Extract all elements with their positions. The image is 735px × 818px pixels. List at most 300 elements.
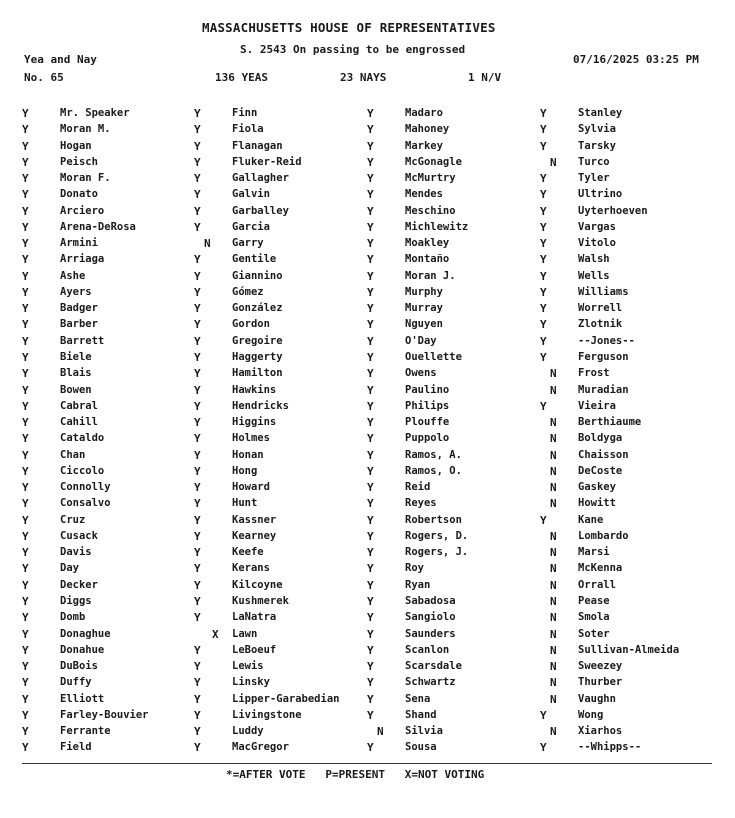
vote-mark: Y xyxy=(194,741,201,755)
member-name: Xiarhos xyxy=(578,725,623,738)
vote-mark: Y xyxy=(540,708,547,722)
member-name: --Jones-- xyxy=(578,334,635,347)
vote-mark: N xyxy=(550,594,557,608)
vote-mark: Y xyxy=(367,692,374,706)
vote-mark: Y xyxy=(367,350,374,364)
vote-mark: Y xyxy=(22,611,29,625)
vote-mark: Y xyxy=(540,513,547,527)
vote-mark: Y xyxy=(367,481,374,495)
vote-mark: Y xyxy=(22,220,29,234)
vote-mark: N xyxy=(550,546,557,560)
member-name: Mahoney xyxy=(405,123,450,136)
vote-mark: Y xyxy=(194,708,201,722)
vote-mark: Y xyxy=(22,497,29,511)
vote-mark: Y xyxy=(367,627,374,641)
vote-mark: Y xyxy=(194,155,201,169)
vote-mark: Y xyxy=(194,220,201,234)
member-name: --Whipps-- xyxy=(578,741,642,754)
vote-mark: Y xyxy=(194,497,201,511)
member-name: Murray xyxy=(405,302,443,315)
not-voting-total: 1 N/V xyxy=(468,71,502,84)
member-name: Berthiaume xyxy=(578,416,642,429)
member-name: Vieira xyxy=(578,399,616,412)
vote-mark: Y xyxy=(367,660,374,674)
member-name: Hendricks xyxy=(232,399,289,412)
vote-mark: Y xyxy=(367,676,374,690)
member-name: Puppolo xyxy=(405,432,450,445)
vote-mark: Y xyxy=(367,220,374,234)
member-name: Nguyen xyxy=(405,318,443,331)
member-name: Gregoire xyxy=(232,334,283,347)
vote-mark: Y xyxy=(22,741,29,755)
vote-datetime: 07/16/2025 03:25 PM xyxy=(573,53,699,66)
member-name: Chaisson xyxy=(578,448,629,461)
vote-mark: Y xyxy=(194,172,201,186)
member-name: Flanagan xyxy=(232,139,283,152)
member-name: Diggs xyxy=(60,594,92,607)
vote-mark: Y xyxy=(194,350,201,364)
vote-mark: Y xyxy=(194,318,201,332)
vote-mark: N xyxy=(550,578,557,592)
vote-mark: Y xyxy=(367,611,374,625)
member-name: Kerans xyxy=(232,562,270,575)
vote-type: Yea and Nay xyxy=(24,53,97,66)
vote-mark: Y xyxy=(22,334,29,348)
member-name: Shand xyxy=(405,708,437,721)
vote-mark: N xyxy=(550,529,557,543)
vote-mark: Y xyxy=(22,139,29,153)
vote-mark: Y xyxy=(540,285,547,299)
member-name: Ouellette xyxy=(405,350,462,363)
roll-number: No. 65 xyxy=(24,71,64,84)
member-name: Reid xyxy=(405,481,431,494)
vote-mark: X xyxy=(212,627,219,641)
vote-mark: N xyxy=(550,383,557,397)
member-name: Hunt xyxy=(232,497,258,510)
member-name: Livingstone xyxy=(232,708,302,721)
member-name: Moakley xyxy=(405,237,450,250)
vote-legend: *=AFTER VOTE P=PRESENT X=NOT VOTING xyxy=(226,768,485,781)
member-name: Hogan xyxy=(60,139,92,152)
vote-mark: Y xyxy=(540,204,547,218)
vote-mark: Y xyxy=(194,302,201,316)
vote-mark: Y xyxy=(22,708,29,722)
member-name: Reyes xyxy=(405,497,437,510)
vote-mark: N xyxy=(550,611,557,625)
member-name: Donato xyxy=(60,188,98,201)
vote-mark: Y xyxy=(540,302,547,316)
vote-mark: N xyxy=(550,562,557,576)
member-name: Day xyxy=(60,562,79,575)
vote-mark: N xyxy=(550,481,557,495)
member-name: Fluker-Reid xyxy=(232,155,302,168)
member-name: Donahue xyxy=(60,643,105,656)
member-name: Vargas xyxy=(578,220,616,233)
vote-mark: N xyxy=(550,497,557,511)
vote-mark: N xyxy=(550,676,557,690)
member-name: Duffy xyxy=(60,676,92,689)
member-name: Giannino xyxy=(232,269,283,282)
vote-mark: Y xyxy=(22,513,29,527)
member-name: Cataldo xyxy=(60,432,105,445)
vote-mark: Y xyxy=(194,464,201,478)
member-name: Mendes xyxy=(405,188,443,201)
vote-mark: Y xyxy=(367,253,374,267)
nays-total: 23 NAYS xyxy=(340,71,387,84)
vote-mark: Y xyxy=(22,578,29,592)
member-name: LeBoeuf xyxy=(232,643,277,656)
member-name: Schwartz xyxy=(405,676,456,689)
vote-mark: N xyxy=(204,237,211,251)
member-name: Sabadosa xyxy=(405,594,456,607)
vote-mark: N xyxy=(550,416,557,430)
member-name: Madaro xyxy=(405,107,443,119)
vote-mark: N xyxy=(550,627,557,641)
member-name: Marsi xyxy=(578,546,610,559)
vote-mark: Y xyxy=(194,611,201,625)
member-name: Kushmerek xyxy=(232,594,289,607)
vote-mark: Y xyxy=(540,123,547,137)
member-name: Turco xyxy=(578,155,610,168)
vote-mark: Y xyxy=(22,107,29,120)
member-name: DuBois xyxy=(60,660,98,673)
member-name: McGonagle xyxy=(405,155,462,168)
vote-mark: Y xyxy=(22,464,29,478)
vote-mark: Y xyxy=(22,448,29,462)
vote-mark: Y xyxy=(367,513,374,527)
member-name: Silvia xyxy=(405,725,443,738)
member-name: Fiola xyxy=(232,123,264,136)
vote-mark: Y xyxy=(540,188,547,202)
vote-mark: N xyxy=(550,155,557,169)
member-name: Davis xyxy=(60,546,92,559)
vote-mark: Y xyxy=(22,204,29,218)
member-name: Markey xyxy=(405,139,443,152)
member-name: Connolly xyxy=(60,481,111,494)
vote-mark: Y xyxy=(367,578,374,592)
vote-mark: Y xyxy=(540,139,547,153)
vote-mark: Y xyxy=(367,416,374,430)
member-name: Murphy xyxy=(405,285,443,298)
vote-mark: Y xyxy=(540,107,547,120)
member-name: Lewis xyxy=(232,660,264,673)
member-name: DeCoste xyxy=(578,464,623,477)
vote-mark: Y xyxy=(540,220,547,234)
member-name: Kane xyxy=(578,513,604,526)
member-name: Mr. Speaker xyxy=(60,107,130,119)
member-name: Montaño xyxy=(405,253,450,266)
member-name: Elliott xyxy=(60,692,105,705)
vote-mark: Y xyxy=(22,123,29,137)
vote-mark: Y xyxy=(540,350,547,364)
vote-mark: Y xyxy=(367,594,374,608)
member-name: Kilcoyne xyxy=(232,578,283,591)
vote-mark: Y xyxy=(194,481,201,495)
member-name: Field xyxy=(60,741,92,754)
vote-mark: Y xyxy=(22,594,29,608)
member-name: Scanlon xyxy=(405,643,450,656)
member-name: Blais xyxy=(60,367,92,380)
vote-mark: Y xyxy=(540,741,547,755)
vote-mark: Y xyxy=(22,399,29,413)
member-name: Zlotnik xyxy=(578,318,623,331)
vote-mark: Y xyxy=(367,741,374,755)
member-name: Haggerty xyxy=(232,350,283,363)
vote-mark: Y xyxy=(22,350,29,364)
member-name: Tyler xyxy=(578,172,610,185)
vote-mark: Y xyxy=(540,172,547,186)
vote-mark: Y xyxy=(367,367,374,381)
vote-mark: Y xyxy=(367,334,374,348)
member-name: Soter xyxy=(578,627,610,640)
vote-mark: Y xyxy=(22,660,29,674)
vote-mark: Y xyxy=(367,529,374,543)
vote-mark: Y xyxy=(540,237,547,251)
bill-description: S. 2543 On passing to be engrossed xyxy=(240,43,466,56)
member-name: Domb xyxy=(60,611,86,624)
vote-mark: Y xyxy=(194,204,201,218)
member-name: Robertson xyxy=(405,513,462,526)
member-name: Barrett xyxy=(60,334,105,347)
member-name: Garballey xyxy=(232,204,289,217)
member-name: Kearney xyxy=(232,529,277,542)
member-name: Roy xyxy=(405,562,424,575)
member-name: Muradian xyxy=(578,383,629,396)
member-name: Hawkins xyxy=(232,383,277,396)
member-name: Arciero xyxy=(60,204,105,217)
member-name: Ultrino xyxy=(578,188,623,201)
member-name: McKenna xyxy=(578,562,623,575)
vote-mark: Y xyxy=(194,367,201,381)
vote-mark: Y xyxy=(367,285,374,299)
vote-mark: Y xyxy=(22,367,29,381)
vote-mark: Y xyxy=(540,318,547,332)
member-name: Armini xyxy=(60,237,98,250)
member-name: Badger xyxy=(60,302,98,315)
vote-mark: Y xyxy=(194,188,201,202)
member-name: Garry xyxy=(232,237,264,250)
member-name: Uyterhoeven xyxy=(578,204,648,217)
member-name: LaNatra xyxy=(232,611,277,624)
vote-mark: Y xyxy=(194,253,201,267)
member-name: Orrall xyxy=(578,578,616,591)
yeas-total: 136 YEAS xyxy=(215,71,268,84)
member-name: Biele xyxy=(60,350,92,363)
member-name: MacGregor xyxy=(232,741,289,754)
member-name: Galvin xyxy=(232,188,270,201)
member-name: Decker xyxy=(60,578,98,591)
vote-mark: Y xyxy=(22,692,29,706)
vote-mark: Y xyxy=(22,432,29,446)
vote-mark: Y xyxy=(194,107,201,120)
vote-mark: Y xyxy=(540,269,547,283)
member-name: Honan xyxy=(232,448,264,461)
vote-mark: Y xyxy=(22,237,29,251)
vote-mark: Y xyxy=(22,318,29,332)
member-name: Williams xyxy=(578,285,629,298)
vote-mark: Y xyxy=(22,155,29,169)
member-name: Pease xyxy=(578,594,610,607)
vote-mark: Y xyxy=(194,334,201,348)
footer-divider xyxy=(22,763,712,764)
member-name: Sousa xyxy=(405,741,437,754)
vote-mark: Y xyxy=(194,285,201,299)
vote-mark: Y xyxy=(540,253,547,267)
member-name: Vaughn xyxy=(578,692,616,705)
member-name: Wells xyxy=(578,269,610,282)
vote-mark: Y xyxy=(367,155,374,169)
member-name: Ferrante xyxy=(60,725,111,738)
member-name: Gaskey xyxy=(578,481,616,494)
member-name: Finn xyxy=(232,107,258,119)
vote-mark: Y xyxy=(194,139,201,153)
member-name: Ramos, A. xyxy=(405,448,462,461)
member-name: Arena-DeRosa xyxy=(60,220,136,233)
member-name: Arriaga xyxy=(60,253,105,266)
vote-mark: Y xyxy=(194,529,201,543)
member-name: Michlewitz xyxy=(405,220,469,233)
member-name: Luddy xyxy=(232,725,264,738)
vote-mark: Y xyxy=(367,318,374,332)
member-name: O'Day xyxy=(405,334,437,347)
member-name: Hamilton xyxy=(232,367,283,380)
member-name: Stanley xyxy=(578,107,623,119)
vote-mark: Y xyxy=(194,578,201,592)
vote-mark: N xyxy=(550,660,557,674)
vote-mark: Y xyxy=(22,529,29,543)
member-name: Vitolo xyxy=(578,237,616,250)
vote-mark: N xyxy=(550,448,557,462)
vote-mark: N xyxy=(550,725,557,739)
vote-mark: Y xyxy=(367,643,374,657)
member-name: Ashe xyxy=(60,269,86,282)
member-name: Cusack xyxy=(60,529,98,542)
member-name: Tarsky xyxy=(578,139,616,152)
member-name: Paulino xyxy=(405,383,450,396)
member-name: Worrell xyxy=(578,302,623,315)
member-name: Moran F. xyxy=(60,172,111,185)
member-name: Cahill xyxy=(60,416,98,429)
member-name: Thurber xyxy=(578,676,623,689)
member-name: Cabral xyxy=(60,399,98,412)
vote-mark: Y xyxy=(367,546,374,560)
vote-mark: Y xyxy=(367,123,374,137)
vote-mark: Y xyxy=(194,448,201,462)
member-name: McMurtry xyxy=(405,172,456,185)
member-name: Higgins xyxy=(232,416,277,429)
member-name: González xyxy=(232,302,283,315)
vote-mark: Y xyxy=(194,562,201,576)
member-name: Ferguson xyxy=(578,350,629,363)
member-name: Sullivan-Almeida xyxy=(578,643,680,656)
member-name: Barber xyxy=(60,318,98,331)
member-name: Walsh xyxy=(578,253,610,266)
vote-mark: N xyxy=(550,692,557,706)
vote-mark: Y xyxy=(367,562,374,576)
vote-mark: N xyxy=(550,464,557,478)
member-name: Kassner xyxy=(232,513,277,526)
vote-mark: Y xyxy=(194,416,201,430)
member-name: Howitt xyxy=(578,497,616,510)
member-name: Garcia xyxy=(232,220,270,233)
member-name: Donaghue xyxy=(60,627,111,640)
member-name: Sena xyxy=(405,692,431,705)
vote-mark: Y xyxy=(22,562,29,576)
vote-mark: Y xyxy=(194,383,201,397)
vote-mark: Y xyxy=(22,269,29,283)
member-name: Peisch xyxy=(60,155,98,168)
vote-mark: Y xyxy=(22,676,29,690)
member-name: Boldyga xyxy=(578,432,623,445)
vote-mark: Y xyxy=(22,253,29,267)
member-name: Meschino xyxy=(405,204,456,217)
vote-mark: Y xyxy=(22,481,29,495)
vote-mark: Y xyxy=(194,513,201,527)
vote-mark: Y xyxy=(367,399,374,413)
vote-mark: Y xyxy=(367,204,374,218)
vote-mark: N xyxy=(550,643,557,657)
member-name: Howard xyxy=(232,481,270,494)
member-name: Lombardo xyxy=(578,529,629,542)
member-name: Sweezey xyxy=(578,660,623,673)
vote-mark: N xyxy=(377,725,384,739)
vote-mark: Y xyxy=(194,676,201,690)
member-name: Gómez xyxy=(232,285,264,298)
vote-mark: Y xyxy=(22,172,29,186)
member-name: Smola xyxy=(578,611,610,624)
vote-mark: Y xyxy=(540,399,547,413)
member-name: Hong xyxy=(232,464,258,477)
member-name: Ramos, O. xyxy=(405,464,462,477)
member-name: Linsky xyxy=(232,676,270,689)
vote-mark: Y xyxy=(367,269,374,283)
vote-mark: Y xyxy=(22,643,29,657)
member-name: Sangiolo xyxy=(405,611,456,624)
vote-mark: Y xyxy=(194,123,201,137)
vote-mark: Y xyxy=(194,594,201,608)
vote-mark: Y xyxy=(22,416,29,430)
vote-mark: Y xyxy=(22,383,29,397)
vote-mark: N xyxy=(550,432,557,446)
member-name: Farley-Bouvier xyxy=(60,708,149,721)
vote-mark: Y xyxy=(194,643,201,657)
vote-mark: Y xyxy=(22,302,29,316)
member-name: Gallagher xyxy=(232,172,289,185)
member-name: Keefe xyxy=(232,546,264,559)
vote-mark: Y xyxy=(367,708,374,722)
vote-mark: Y xyxy=(194,269,201,283)
vote-mark: Y xyxy=(367,237,374,251)
vote-mark: Y xyxy=(194,546,201,560)
member-name: Sylvia xyxy=(578,123,616,136)
vote-mark: Y xyxy=(367,172,374,186)
vote-mark: Y xyxy=(367,497,374,511)
vote-mark: Y xyxy=(22,188,29,202)
member-name: Rogers, D. xyxy=(405,529,469,542)
vote-mark: Y xyxy=(540,334,547,348)
vote-mark: Y xyxy=(22,546,29,560)
member-name: Saunders xyxy=(405,627,456,640)
member-name: Plouffe xyxy=(405,416,450,429)
member-name: Ryan xyxy=(405,578,431,591)
vote-mark: N xyxy=(550,367,557,381)
vote-mark: Y xyxy=(367,188,374,202)
vote-mark: Y xyxy=(194,692,201,706)
member-name: Frost xyxy=(578,367,610,380)
member-name: Holmes xyxy=(232,432,270,445)
vote-mark: Y xyxy=(194,399,201,413)
vote-mark: Y xyxy=(194,432,201,446)
